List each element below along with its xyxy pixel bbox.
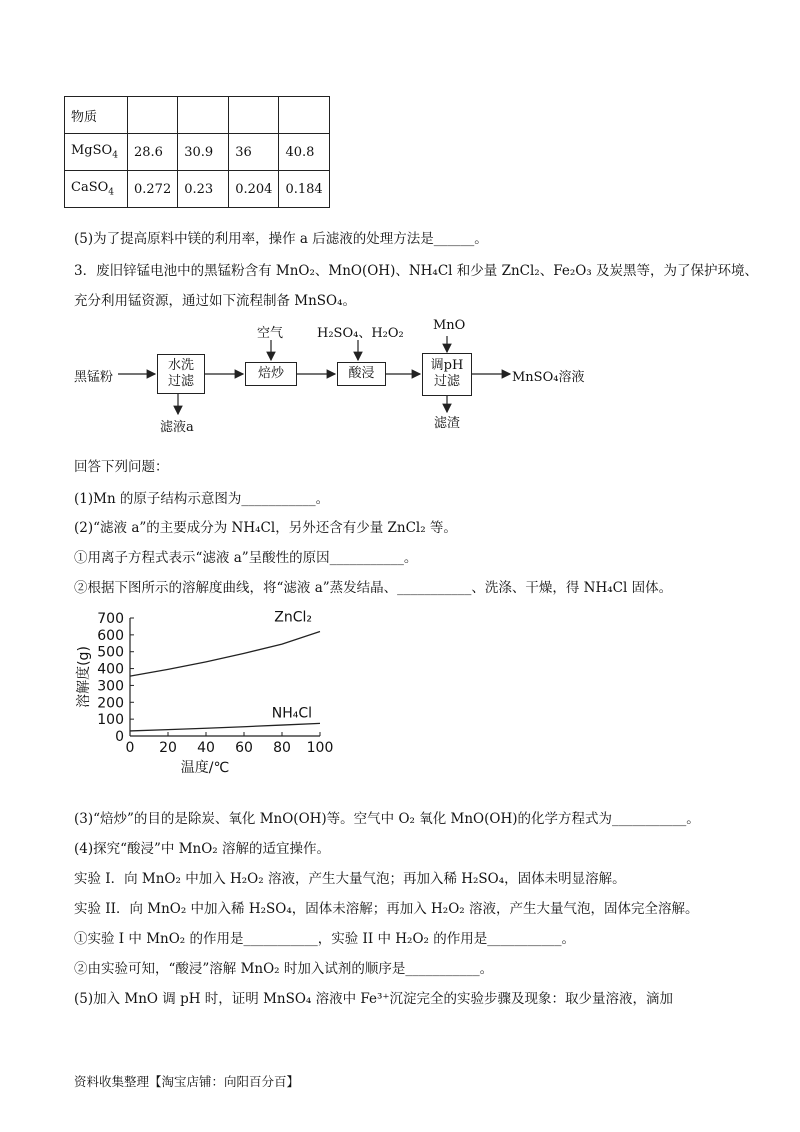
question-5: (5)加入 MnO 调 pH 时，证明 MnSO₄ 溶液中 Fe³⁺沉淀完全的实验步骤及现象：取少量溶液，滴加 xyxy=(74,991,674,1007)
question-4: (4)探究“酸浸”中 MnO₂ 溶解的适宜操作。 xyxy=(74,841,331,857)
x-tick-label: 40 xyxy=(197,740,215,756)
table-header-substance: 物质 xyxy=(65,97,128,134)
flow-step-wash-filter: 水洗 过滤 xyxy=(157,354,205,394)
flow-step-acid-leach: 酸浸 xyxy=(337,362,386,386)
solubility-chart xyxy=(70,600,340,780)
y-axis-label: 溶解度(g) xyxy=(76,646,92,708)
x-tick-label: 80 xyxy=(273,740,291,756)
table-cell: MgSO$_4$ xyxy=(65,134,128,171)
series-line-nh4cl xyxy=(130,723,320,731)
flow-arrows xyxy=(0,0,800,440)
problem-3-intro-cont: 充分利用锰资源，通过如下流程制备 MnSO₄。 xyxy=(74,293,357,309)
question-2-2: ②根据下图所示的溶解度曲线，将“滤液 a”蒸发结晶、___________、洗涤、干燥，得 NH₄Cl 固体。 xyxy=(74,580,673,596)
flow-input-air: 空气 xyxy=(257,326,284,341)
x-tick-label: 60 xyxy=(235,740,253,756)
y-tick-label: 300 xyxy=(97,678,124,695)
x-tick-label: 20 xyxy=(159,740,177,756)
question-1: (1)Mn 的原子结构示意图为___________。 xyxy=(74,491,330,507)
footer-source: 资料收集整理【淘宝店铺：向阳百分百】 xyxy=(74,1074,300,1089)
flow-input-acid: H₂SO₄、H₂O₂ xyxy=(317,326,404,341)
table-cell: 0.184 xyxy=(279,171,329,208)
table-cell: 0.204 xyxy=(229,171,279,208)
question-4-1: ①实验 I 中 MnO₂ 的作用是___________，实验 II 中 H₂O₂ 的作用是___________。 xyxy=(74,931,575,947)
problem-3-intro: 3．废旧锌锰电池中的黑锰粉含有 MnO₂、MnO(OH)、NH₄Cl 和少量 ZnCl₂、Fe₂O₃ 及炭黑等，为了保护环境、 xyxy=(74,263,758,279)
y-tick-label: 200 xyxy=(97,695,124,712)
series-label-zncl2: ZnCl₂ xyxy=(274,609,312,626)
experiment-2: 实验 II．向 MnO₂ 中加入稀 H₂SO₄，固体未溶解；再加入 H₂O₂ 溶液，产生大量气泡，固体完全溶解。 xyxy=(74,901,699,917)
y-tick-label: 100 xyxy=(97,712,124,729)
experiment-1: 实验 I．向 MnO₂ 中加入 H₂O₂ 溶液，产生大量气泡；再加入稀 H₂SO₄，固体未明显溶解。 xyxy=(74,871,626,887)
series-line-zncl2 xyxy=(130,631,320,676)
flow-end-label: MnSO₄溶液 xyxy=(512,370,585,385)
answer-prompt: 回答下列问题： xyxy=(74,459,169,475)
y-tick-label: 500 xyxy=(97,644,124,661)
y-tick-label: 600 xyxy=(97,627,124,644)
question-2: (2)“滤液 a”的主要成分为 NH₄Cl，另外还含有少量 ZnCl₂ 等。 xyxy=(74,520,457,536)
flow-start-label: 黑锰粉 xyxy=(74,370,114,385)
x-axis-label: 温度/℃ xyxy=(180,760,230,776)
y-tick-label: 700 xyxy=(97,611,124,627)
flow-output-filtrate-a: 滤液a xyxy=(160,420,194,435)
x-tick-label: 0 xyxy=(125,740,135,756)
y-tick-label: 0 xyxy=(115,729,124,745)
flow-step-roast: 焙炒 xyxy=(245,362,297,386)
flow-output-residue: 滤渣 xyxy=(434,416,461,431)
x-tick-label: 100 xyxy=(306,740,334,756)
flow-input-mno: MnO xyxy=(433,318,466,333)
y-tick-label: 400 xyxy=(97,661,124,678)
table-cell: 40.8 xyxy=(279,134,329,171)
table-cell: 30.9 xyxy=(178,134,229,171)
table-cell: 28.6 xyxy=(128,134,178,171)
table-cell: 0.23 xyxy=(178,171,229,208)
question-3: (3)“焙炒”的目的是除炭、氧化 MnO(OH)等。空气中 O₂ 氧化 MnO(OH)的化学方程式为___________。 xyxy=(74,811,700,827)
table-cell: CaSO$_4$ xyxy=(65,171,128,208)
question-4-2: ②由实验可知，“酸浸”溶解 MnO₂ 时加入试剂的顺序是___________。 xyxy=(74,961,494,977)
question-2-1: ①用离子方程式表示“滤液 a”呈酸性的原因___________。 xyxy=(74,550,418,566)
table-cell: 0.272 xyxy=(128,171,178,208)
series-label-nh4cl: NH₄Cl xyxy=(271,705,312,722)
question-5-prev: (5)为了提高原料中镁的利用率，操作 a 后滤液的处理方法是______。 xyxy=(74,231,488,247)
flow-step-adjust-ph-filter: 调pH 过滤 xyxy=(422,353,472,396)
table-cell: 36 xyxy=(229,134,279,171)
